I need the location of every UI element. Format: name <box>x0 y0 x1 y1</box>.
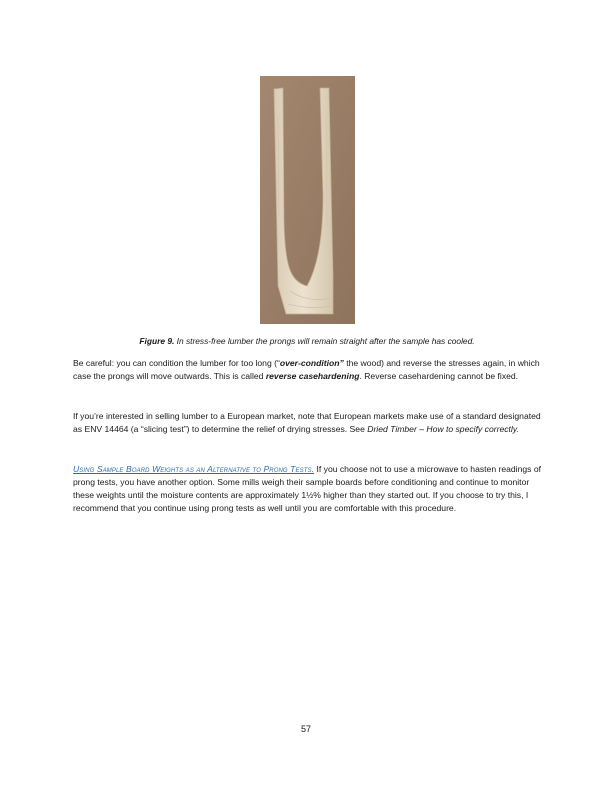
paragraph-european-market <box>73 410 541 436</box>
p1-text-e: . Reverse casehardening cannot be fixed. <box>359 371 519 381</box>
prong-test-photo <box>260 76 355 324</box>
p2-text-a: If you’re interested in selling lumber to a European market, note that European markets make use of a standard designated as ENV 14464 (a “slicing test”) to determine the relief of drying stresses. See <box>73 411 541 434</box>
p3-body-text: If you choose not to use a microwave to hasten readings of prong tests, you have another option. Some mills weigh their sample boards before conditioning and continue to monitor these weights until the moisture contents are approximately 1½% higher than they started out. If you choose to try this, I recommend that you continue using prong tests as well until you are comfortable with this procedure. <box>73 464 542 513</box>
section-heading-link[interactable]: Using Sample Board Weights as an Alternative to Prong Tests. <box>73 464 315 474</box>
figure-caption-text: In stress-free lumber the prongs will remain straight after the sample has cooled. <box>174 336 475 346</box>
p1-emphasis-reverse-casehardening: reverse casehardening <box>265 371 360 381</box>
page-number: 57 <box>300 724 311 734</box>
p2-reference-dried-timber: Dried Timber – How to specify correctly. <box>367 424 519 434</box>
figure-label: Figure 9. <box>139 336 175 346</box>
paragraph-over-condition <box>73 357 541 383</box>
paragraph-sample-board-weights <box>73 463 541 515</box>
figure-caption <box>73 336 541 346</box>
p1-emphasis-over-condition: over-condition” <box>279 358 344 368</box>
p1-text-c: the wood) and reverse the stresses again, in which case the prongs will move outwards. This is called <box>73 358 540 381</box>
p1-text-a: Be careful: you can condition the lumber for too long (“ <box>73 358 280 368</box>
